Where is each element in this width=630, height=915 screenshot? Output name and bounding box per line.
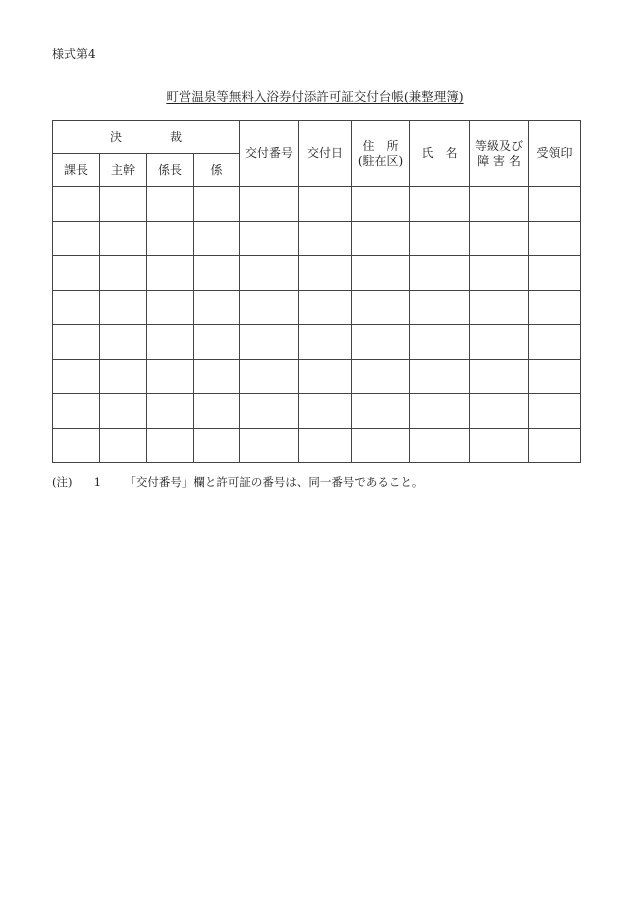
col-grade-disability	[470, 121, 529, 187]
col-issue-number	[240, 121, 299, 187]
table-cell	[53, 394, 100, 429]
table-cell	[194, 187, 240, 222]
table-cell	[529, 394, 581, 429]
table-cell	[352, 256, 410, 291]
table-cell	[53, 359, 100, 394]
table-cell	[53, 221, 100, 256]
table-cell	[100, 221, 147, 256]
table-cell	[100, 359, 147, 394]
table-cell	[147, 325, 194, 360]
header-row-top	[53, 121, 581, 154]
table-cell	[100, 428, 147, 463]
table-row	[53, 428, 581, 463]
table-cell	[100, 394, 147, 429]
col-disability-label: 障 害 名	[477, 153, 521, 168]
table-cell	[194, 394, 240, 429]
table-row	[53, 325, 581, 360]
table-cell	[53, 325, 100, 360]
table-cell	[100, 187, 147, 222]
table-cell	[147, 359, 194, 394]
table-cell	[147, 290, 194, 325]
table-cell	[194, 290, 240, 325]
table-cell	[410, 256, 470, 291]
table-cell	[529, 359, 581, 394]
col-grade-label: 等級及び	[475, 138, 524, 153]
table-cell	[299, 256, 352, 291]
table-cell	[529, 221, 581, 256]
col-issue-date-label: 交付日	[307, 146, 344, 160]
table-cell	[147, 221, 194, 256]
table-row	[53, 256, 581, 291]
table-cell	[240, 221, 299, 256]
table-cell	[194, 428, 240, 463]
table-cell	[240, 428, 299, 463]
table-cell	[100, 325, 147, 360]
footnote-number: 1	[93, 475, 102, 489]
table-cell	[470, 359, 529, 394]
col-name-label: 氏 名	[421, 146, 458, 160]
table-cell	[470, 187, 529, 222]
table-cell	[147, 428, 194, 463]
table-cell	[100, 256, 147, 291]
col-address-sublabel: (駐在区)	[357, 153, 404, 168]
footnote-label: (注)	[52, 475, 73, 489]
table-cell	[240, 359, 299, 394]
table-cell	[410, 394, 470, 429]
col-address-label: 住 所	[362, 138, 399, 153]
page-title: 町営温泉等無料入浴券付添許可証交付台帳(兼整理簿)	[166, 89, 464, 104]
table-row	[53, 290, 581, 325]
ledger-table	[52, 120, 581, 463]
table-cell	[352, 359, 410, 394]
table-cell	[529, 428, 581, 463]
table-cell	[470, 394, 529, 429]
table-cell	[53, 290, 100, 325]
table-cell	[352, 187, 410, 222]
form-number: 様式第4	[52, 47, 96, 61]
table-cell	[53, 256, 100, 291]
table-cell	[53, 187, 100, 222]
table-cell	[240, 187, 299, 222]
table-cell	[53, 428, 100, 463]
ledger-body	[53, 187, 581, 463]
col-receipt-seal	[529, 121, 581, 187]
table-cell	[410, 290, 470, 325]
col-issue-date	[299, 121, 352, 187]
table-row	[53, 221, 581, 256]
approval-director: 主幹	[100, 154, 147, 187]
table-cell	[352, 428, 410, 463]
table-cell	[299, 187, 352, 222]
table-cell	[410, 428, 470, 463]
table-cell	[299, 359, 352, 394]
table-cell	[529, 325, 581, 360]
footnote	[52, 474, 423, 490]
approval-group-header: 決 裁	[53, 121, 240, 154]
table-cell	[529, 290, 581, 325]
footnote-text: 「交付番号」欄と許可証の番号は、同一番号であること。	[124, 475, 424, 489]
table-cell	[194, 221, 240, 256]
table-cell	[240, 394, 299, 429]
table-cell	[194, 359, 240, 394]
table-row	[53, 187, 581, 222]
col-receipt-seal-label: 受領印	[536, 146, 573, 160]
table-cell	[352, 290, 410, 325]
table-cell	[470, 290, 529, 325]
table-cell	[147, 187, 194, 222]
table-cell	[299, 428, 352, 463]
table-cell	[299, 394, 352, 429]
table-cell	[410, 221, 470, 256]
table-cell	[100, 290, 147, 325]
table-cell	[299, 221, 352, 256]
table-cell	[147, 256, 194, 291]
table-cell	[147, 394, 194, 429]
table-cell	[240, 290, 299, 325]
table-cell	[299, 325, 352, 360]
table-cell	[352, 221, 410, 256]
table-cell	[194, 325, 240, 360]
table-cell	[240, 256, 299, 291]
table-cell	[470, 256, 529, 291]
table-cell	[470, 428, 529, 463]
table-cell	[529, 187, 581, 222]
table-cell	[352, 325, 410, 360]
table-cell	[299, 290, 352, 325]
table-cell	[529, 256, 581, 291]
col-issue-number-label: 交付番号	[245, 146, 294, 160]
table-cell	[470, 221, 529, 256]
table-cell	[352, 394, 410, 429]
table-cell	[410, 325, 470, 360]
table-cell	[410, 187, 470, 222]
table-cell	[240, 325, 299, 360]
table-cell	[470, 325, 529, 360]
table-row	[53, 394, 581, 429]
col-address	[352, 121, 410, 187]
col-name	[410, 121, 470, 187]
approval-subsection-chief: 係長	[147, 154, 194, 187]
approval-staff: 係	[194, 154, 240, 187]
table-cell	[410, 359, 470, 394]
table-row	[53, 359, 581, 394]
table-cell	[194, 256, 240, 291]
approval-section-chief: 課長	[53, 154, 100, 187]
